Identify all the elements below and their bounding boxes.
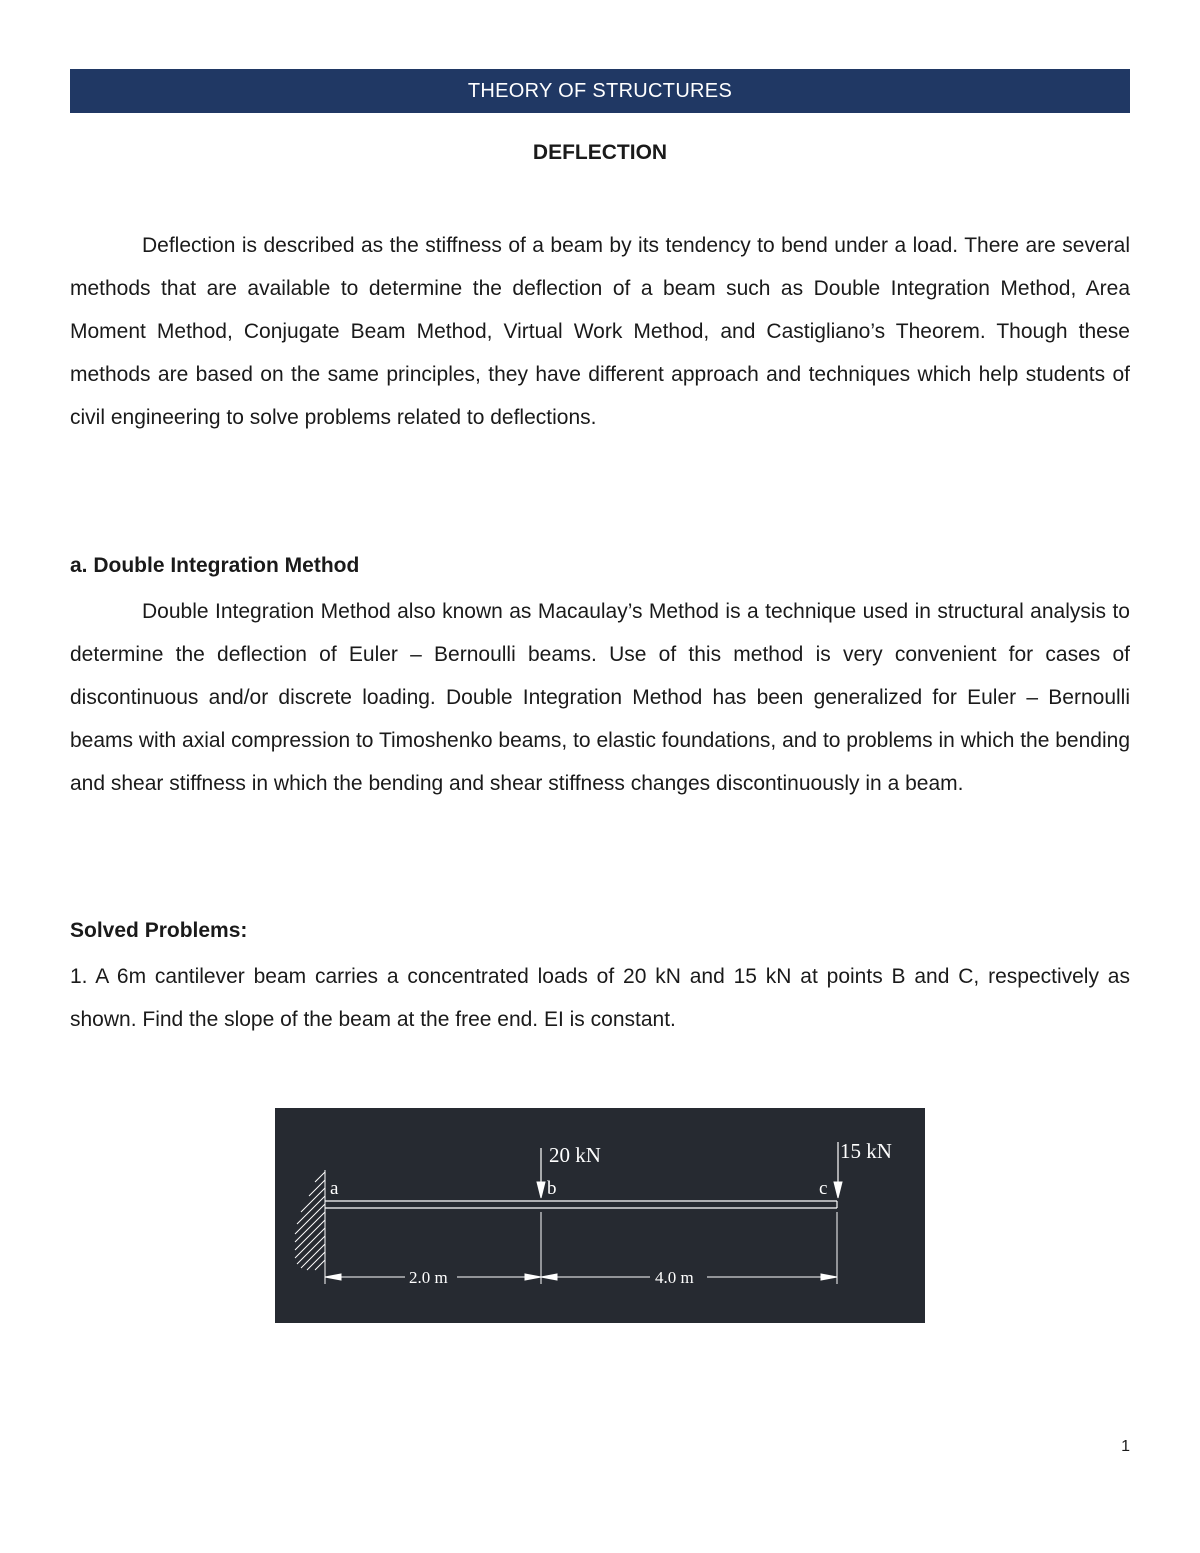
load-b-label: 20 kN xyxy=(549,1143,601,1167)
section-a-body: Double Integration Method also known as Macaulay’s Method is a technique used in structural analysis to determine the deflection of Euler – Bernoulli beams. Use of this method is very convenient for cases of discontinuous and/or discrete loading. Double Integration Method has been generalized for Euler – Bernoulli beams with axial compression to Timoshenko beams, to elastic foundations, and to problems in which the bending and shear stiffness in which the bending and shear stiffness changes discontinuously in a beam. xyxy=(70,600,1130,795)
document-title: DEFLECTION xyxy=(532,141,668,164)
intro-paragraph: Deflection is described as the stiffness of a beam by its tendency to bend under a load. There are several methods that are available to determine the deflection of a beam such as Double Integration Method, Area Moment Method, Conjugate Beam Method, Virtual Work Method, and Castigliano’s Theorem. Though these methods are based on the same principles, they have different approach and techniques which help students of civil engineering to solve problems related to deflections. xyxy=(70,234,1130,429)
section-a-heading: a. Double Integration Method xyxy=(70,554,360,577)
point-c-label: c xyxy=(819,1178,828,1199)
beam-diagram xyxy=(275,1108,925,1323)
header-title: THEORY OF STRUCTURES xyxy=(467,80,733,102)
load-c-label: 15 kN xyxy=(840,1139,892,1163)
dimension-bc-label: 4.0 m xyxy=(655,1268,694,1287)
page-number: 1 xyxy=(1121,1438,1130,1455)
problem-1-text: 1. A 6m cantilever beam carries a concentrated loads of 20 kN and 15 kN at points B and C, respectively as shown. Find the slope of the beam at the free end. EI is constant. xyxy=(70,965,1130,1031)
cantilever-beam-figure xyxy=(275,1108,925,1323)
beam xyxy=(325,1201,837,1208)
dimension-lines xyxy=(325,1212,837,1284)
header-bar xyxy=(70,69,1130,113)
dimension-ab-label: 2.0 m xyxy=(409,1268,448,1287)
load-arrow-b xyxy=(537,1148,545,1198)
solved-problems-heading: Solved Problems: xyxy=(70,919,248,942)
point-a-label: a xyxy=(330,1178,339,1199)
fixed-support xyxy=(295,1170,325,1270)
point-b-label: b xyxy=(547,1178,557,1199)
